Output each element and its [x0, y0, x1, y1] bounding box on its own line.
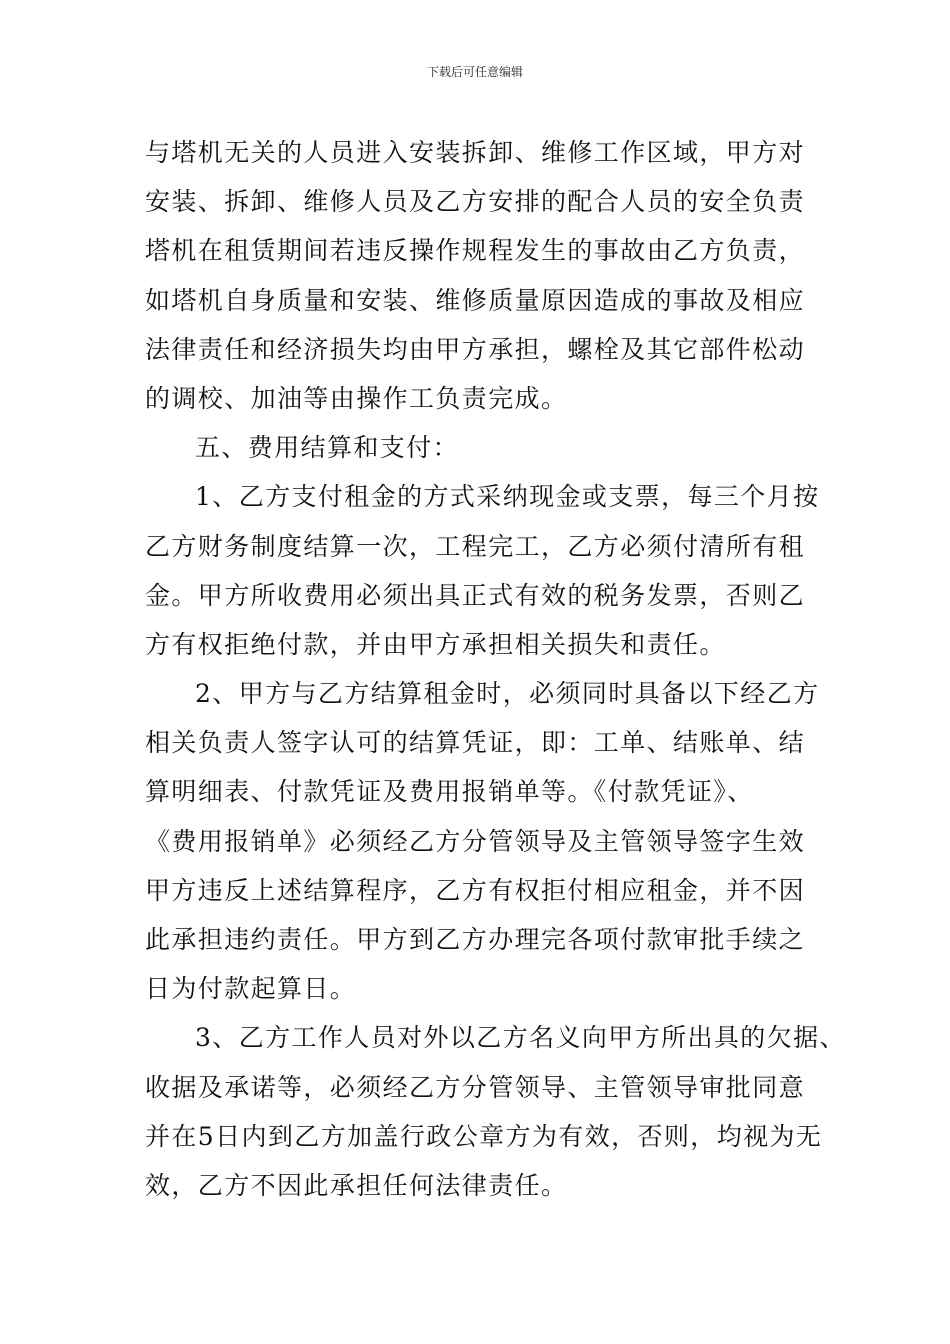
text-line: 算明细表、付款凭证及费用报销单等。《付款凭证》、 — [145, 777, 754, 807]
document-body — [145, 128, 846, 1210]
section-heading: 五、费用结算和支付： — [195, 433, 460, 463]
text-line: 甲方违反上述结算程序，乙方有权拒付相应租金，并不因 — [145, 875, 806, 905]
text-line: 的调校、加油等由操作工负责完成。 — [145, 383, 568, 413]
text-line: 如塔机自身质量和安装、维修质量原因造成的事故及相应 — [145, 285, 806, 315]
text-line: 相关负责人签字认可的结算凭证，即：工单、结账单、结 — [145, 728, 806, 758]
text-line: 日为付款起算日。 — [145, 974, 357, 1004]
text-line: 并在5日内到乙方加盖行政公章方为有效，否则，均视为无 — [145, 1121, 823, 1151]
text-line: 《费用报销单》必须经乙方分管领导及主管领导签字生效 — [145, 826, 806, 856]
text-line: 安装、拆卸、维修人员及乙方安排的配合人员的安全负责 — [145, 187, 806, 217]
text-line: 法律责任和经济损失均由甲方承担，螺栓及其它部件松动 — [145, 334, 806, 364]
paragraph-first-line: 3、乙方工作人员对外以乙方名义向甲方所出具的欠据、 — [195, 1023, 846, 1053]
text-line: 收据及承诺等，必须经乙方分管领导、主管领导审批同意 — [145, 1072, 806, 1102]
text-line: 金。甲方所收费用必须出具正式有效的税务发票，否则乙 — [145, 580, 806, 610]
paragraph-first-line: 1、乙方支付租金的方式采纳现金或支票，每三个月按 — [195, 482, 820, 512]
text-line: 此承担违约责任。甲方到乙方办理完各项付款审批手续之 — [145, 925, 806, 954]
page-header-note: 下载后可任意编辑 — [426, 65, 523, 79]
text-line: 效，乙方不因此承担任何法律责任。 — [145, 1170, 568, 1200]
paragraph-first-line: 2、甲方与乙方结算租金时，必须同时具备以下经乙方 — [195, 679, 820, 709]
text-line: 方有权拒绝付款，并由甲方承担相关损失和责任。 — [145, 629, 726, 659]
text-line: 乙方财务制度结算一次，工程完工，乙方必须付清所有租 — [145, 531, 806, 561]
text-line: 塔机在租赁期间若违反操作规程发生的事故由乙方负责， — [145, 236, 806, 266]
text-line: 与塔机无关的人员进入安装拆卸、维修工作区域，甲方对 — [145, 138, 806, 167]
